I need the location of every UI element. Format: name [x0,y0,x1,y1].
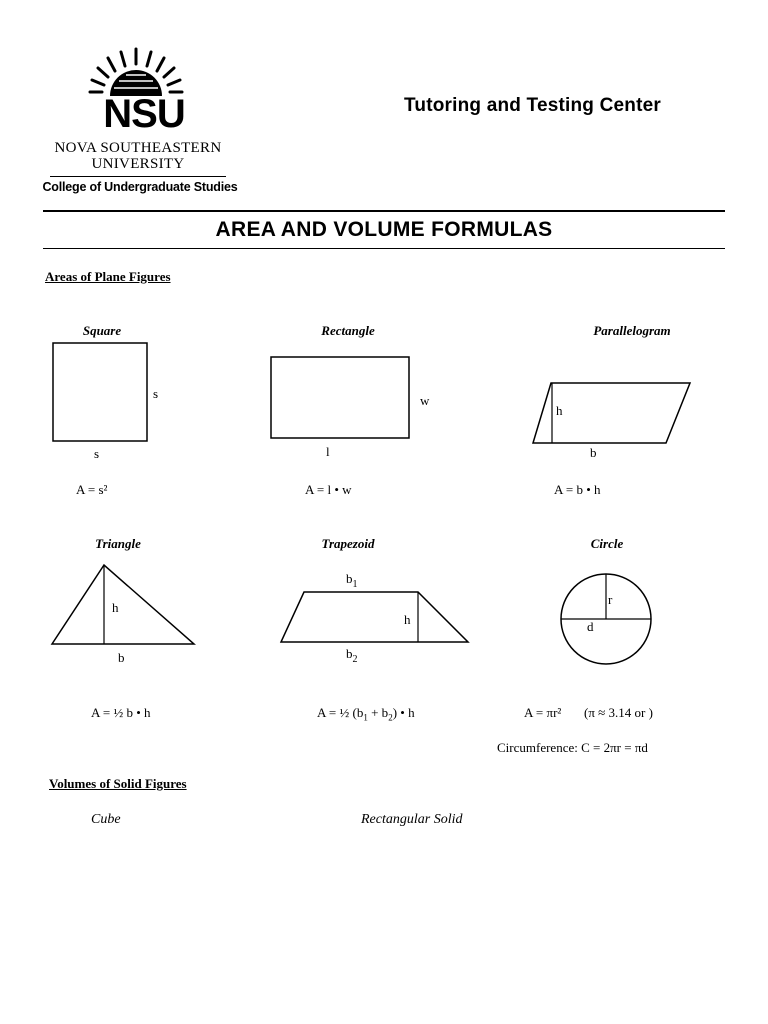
triangle-height-label: h [112,600,119,615]
circle-radius-label: r [608,592,613,607]
cube-title: Cube [91,812,121,827]
circle-pi-note: (π ≈ 3.14 or ) [584,705,653,720]
triangle-shape [52,565,194,644]
logo-university-line1: NOVA SOUTHEASTERN [54,140,222,156]
logo-college: College of Undergraduate Studies [42,180,238,194]
rectangle-formula: A = l • w [305,482,352,497]
volumes-heading: Volumes of Solid Figures [49,776,187,791]
parallelogram-title: Parallelogram [593,323,671,338]
trapezoid-shape [281,592,468,642]
trapezoid-title: Trapezoid [321,536,375,551]
rectangle-length-label: l [326,444,330,459]
rectangle-title: Rectangle [321,323,375,338]
triangle-base-label: b [118,650,125,665]
trapezoid-formula: A = ½ $(b_1 + b_2)$ • h [317,705,415,723]
rectangle-width-label: w [420,393,430,408]
circle-formula: A = πr² [524,705,562,720]
square-bottom-label: s [94,446,100,461]
logo-abbr: NSU [103,92,185,136]
trapezoid-bottom-label: $b_2$ [346,646,358,665]
square-title: Square [82,323,122,338]
square-side-label: s [153,386,159,401]
logo-university-line2: UNIVERSITY [91,156,185,172]
circle-title: Circle [590,536,624,551]
center-title: Tutoring and Testing Center [404,95,661,116]
rectangle-shape [271,357,409,438]
triangle-title: Triangle [95,536,141,551]
circle-circumference: Circumference: C = 2πr = πd [497,740,648,755]
trapezoid-top-label: $b_1$ [346,571,358,590]
trapezoid-height-label: h [404,612,411,627]
parallelogram-formula: A = b • h [554,482,601,497]
parallelogram-height-label: h [556,403,563,418]
rect-solid-title: Rectangular Solid [361,812,463,827]
square-shape [53,343,147,441]
areas-heading: Areas of Plane Figures [45,269,171,284]
page-title: AREA AND VOLUME FORMULAS [215,218,553,241]
parallelogram-base-label: b [590,445,597,460]
circle-diameter-label: d [587,619,594,634]
triangle-formula: A = ½ b • h [91,705,151,720]
square-formula: A = s² [76,482,108,497]
